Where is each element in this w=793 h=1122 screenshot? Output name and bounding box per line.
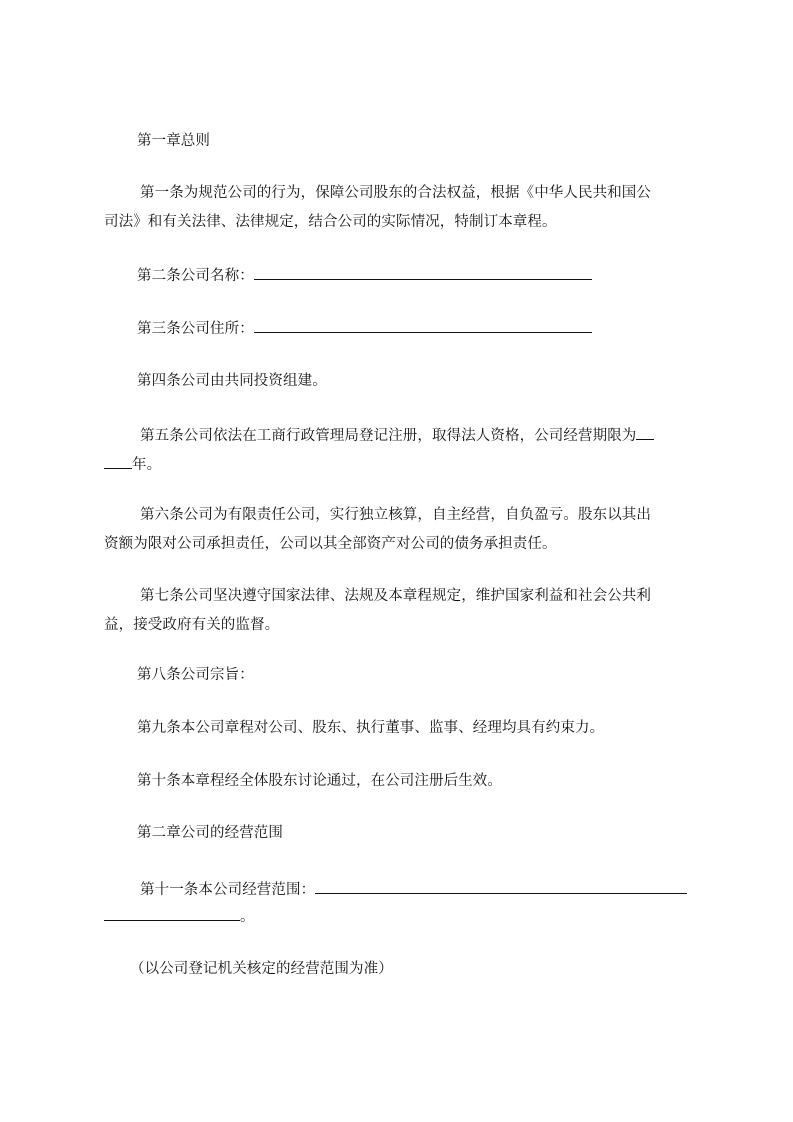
article-11-suffix: 。 [240, 909, 255, 925]
company-name-blank [254, 265, 592, 280]
article-5-line-1 [140, 425, 654, 446]
article-1-line-1: 第一条为规范公司的行为，保障公司股东的合法权益，根据《中华人民共和国公 [140, 185, 651, 201]
company-address-blank [254, 318, 592, 333]
article-3-label: 第三条公司住所： [137, 321, 254, 337]
article-2 [137, 265, 592, 286]
chapter2-heading: 第二章公司的经营范围 [137, 825, 283, 841]
term-blank-start [636, 425, 654, 440]
business-scope-blank-start [315, 879, 687, 894]
article-2-label: 第二条公司名称： [137, 268, 254, 284]
business-scope-note: （以公司登记机关核定的经营范围为准） [130, 961, 393, 977]
article-1-line-2: 司法》和有关法律、法律规定，结合公司的实际情况，特制订本章程。 [104, 214, 557, 230]
article-6-line-1: 第六条公司为有限责任公司，实行独立核算，自主经营，自负盈亏。股东以其出 [140, 507, 651, 523]
article-11-label: 第十一条本公司经营范围： [140, 882, 316, 898]
article-10: 第十条本章程经全体股东讨论通过，在公司注册后生效。 [137, 773, 502, 789]
article-5-text: 第五条公司依法在工商行政管理局登记注册，取得法人资格，公司经营期限为 [140, 428, 637, 444]
article-6-line-2: 资额为限对公司承担责任，公司以其全部资产对公司的债务承担责任。 [104, 536, 557, 552]
article-5-line-2 [104, 454, 161, 475]
article-5-suffix: 年。 [132, 457, 162, 473]
article-9: 第九条本公司章程对公司、股东、执行董事、监事、经理均具有约束力。 [137, 720, 605, 736]
article-7-line-1: 第七条公司坚决遵守国家法律、法规及本章程规定，维护国家利益和社会公共利 [140, 588, 651, 604]
article-8: 第八条公司宗旨： [137, 667, 254, 683]
article-4: 第四条公司由共同投资组建。 [137, 373, 327, 389]
article-11-line-2 [104, 906, 255, 927]
business-scope-blank-end [104, 906, 240, 921]
article-11-line-1 [140, 879, 687, 900]
term-blank-end [104, 454, 132, 469]
chapter1-heading: 第一章总则 [137, 133, 210, 149]
article-3 [137, 318, 592, 339]
article-7-line-2: 益，接受政府有关的监督。 [104, 617, 280, 633]
